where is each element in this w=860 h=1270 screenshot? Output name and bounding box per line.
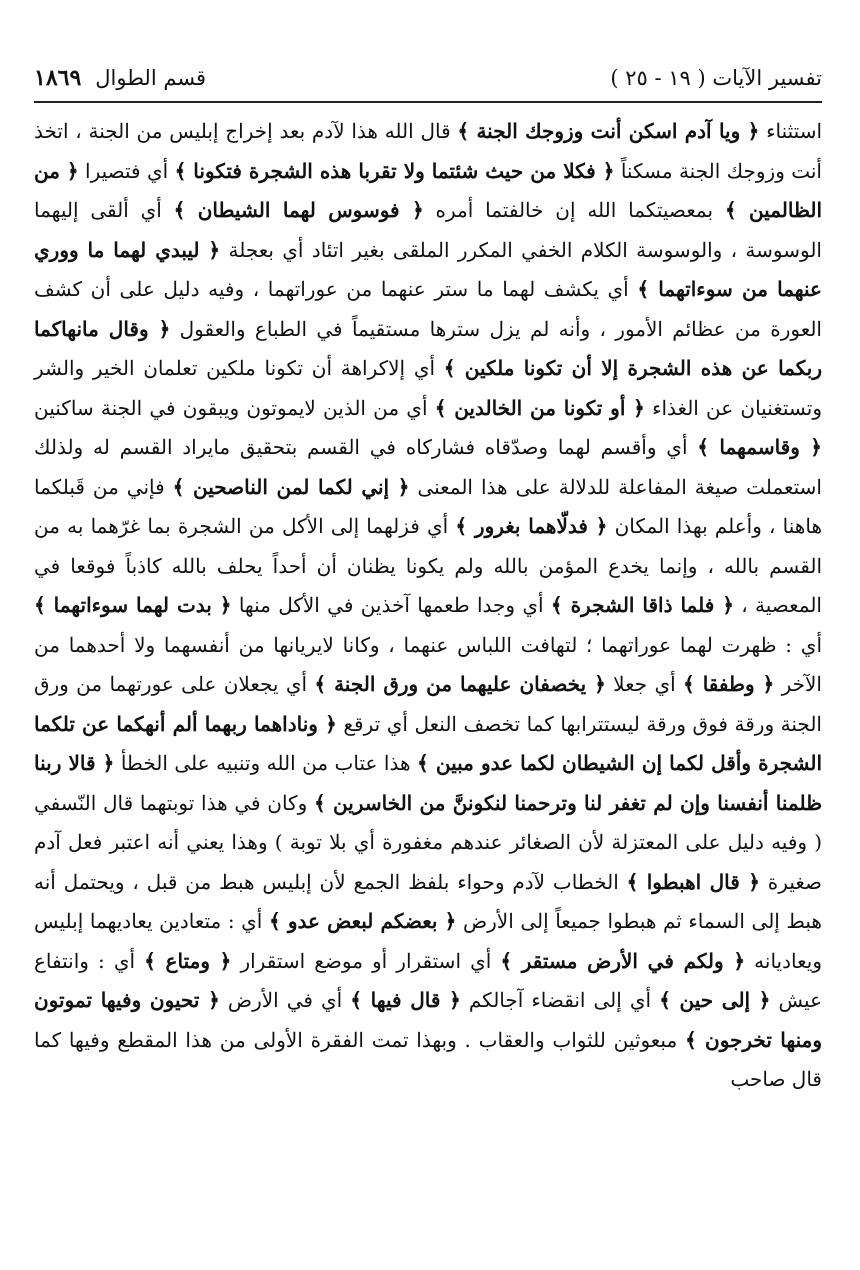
commentary-text: قال الله هذا لآدم بعد إخراج إبليس من الجنة ، اتخذ أنت وزوجك الجنة مسكناً [34, 119, 822, 183]
quran-verse: ﴿ وقال مانهاكما ربكما عن هذه الشجرة إلا أن تكونا ملكين ﴾ [34, 316, 822, 380]
page-header [34, 58, 822, 98]
commentary-text: أي يكشف لهما ما ستر عنهما من عوراتهما ، وفيه دليل على أن كشف العورة من عظائم الأمور ، وأنه لم يزل سترها مستقيماً في الطباع والعقول [34, 277, 822, 341]
quran-verse: ﴿ بعضكم لبعض عدو ﴾ [268, 909, 457, 933]
commentary-text: أي يجعلان على عورتهما من ورق الجنة ورقة فوق ورقة ليستترابها كما تخصف النعل أي ترقع [34, 672, 822, 736]
quran-verse: ﴿ قال اهبطوا ﴾ [626, 869, 760, 894]
commentary-text: استثناء [759, 119, 823, 143]
header-rule [34, 101, 822, 103]
quran-verse: ﴿ أو تكونا من الخالدين ﴾ [434, 395, 645, 420]
commentary-text: أي فزلهما إلى الأكل من الشجرة بما غرّهما به من القسم بالله ، وإنما يخدع المؤمن بالله ولم يكونا يظنان أن أحداً يحلف بالله كاذباً فوقعا في المعصية ، [34, 514, 822, 617]
commentary-text: أي في الأرض [219, 988, 351, 1012]
commentary-text: أي ألقى إليهما الوسوسة ، والوسوسة الكلام الخفي المكرر الملقى بغير اتئاد أي بعجلة [34, 198, 822, 262]
commentary-text: أي : ظهرت لهما عوراتهما ؛ لتهافت اللباس عنهما ، وكانا لايريانها من أنفسهما ولا أحدهما من الآخر [34, 632, 822, 696]
section-title: تفسير الآيات ( ١٩ - ٢٥ ) [610, 66, 822, 90]
commentary-text: أي استقرار أو موضع استقرار [231, 948, 501, 973]
quran-verse: ﴿ إني لكما لمن الناصحين ﴾ [172, 474, 410, 499]
quran-verse: ﴿ قال فيها ﴾ [350, 988, 461, 1012]
quran-verse: ﴿ فدلّاهما بغرور ﴾ [455, 514, 608, 538]
commentary-text: أي جعلا [605, 672, 684, 696]
commentary-text: أي وجدا طعمها آخذين في الأكل منها [231, 593, 551, 617]
commentary-text: بمعصيتكما الله إن خالفتما أمره [423, 198, 725, 222]
quran-verse: ﴿ فكلا من حيث شئتما ولا تقربا هذه الشجرة فتكونا ﴾ [174, 158, 615, 183]
commentary-text: أي من الذين لايموتون ويبقون في الجنة ساكنين [34, 395, 435, 420]
header-left [34, 65, 206, 91]
quran-verse: ﴿ بدت لهما سوءاتهما ﴾ [34, 593, 232, 617]
quran-verse: ﴿ يخصفان عليهما من ورق الجنة ﴾ [314, 672, 606, 696]
body-text [34, 112, 822, 1100]
commentary-text: أي فتصيرا [78, 158, 175, 183]
quran-verse: ﴿ فلما ذاقا الشجرة ﴾ [550, 593, 734, 617]
commentary-text: أي إلى انقضاء آجالكم [460, 988, 660, 1012]
quran-verse: ﴿ إلى حين ﴾ [659, 988, 771, 1012]
commentary-text: أي وأقسم لهما وصدّقاه فشاركاه في القسم بتحقيق مايراد القسم له ولذلك استعملت صيغة المفاعلة للدلالة على هذا المعنى [34, 435, 822, 499]
commentary-text: هذا عتاب من الله وتنبيه على الخطأ [114, 751, 418, 775]
quran-verse: ﴿ تحيون وفيها تموتون ومنها تخرجون ﴾ [34, 988, 822, 1052]
commentary-text: فإني من قَبلكما هاهنا ، وأعلم بهذا المكان [34, 474, 822, 538]
commentary-text: أي : متعادين يعاديهما إبليس ويعاديانه [34, 909, 822, 973]
quran-verse: ﴿ قالا ربنا ظلمنا أنفسنا وإن لم تغفر لنا وترحمنا لنكوننَّ من الخاسرين ﴾ [34, 751, 822, 815]
quran-verse: ﴿ ليبدي لهما ما ووري عنهما من سوءاتهما ﴾ [34, 237, 822, 301]
quran-verse: ﴿ من الظالمين ﴾ [34, 158, 823, 222]
commentary-text: أي : وانتفاع عيش [34, 948, 823, 1012]
part-title: قسم الطوال [95, 66, 207, 90]
page-number: ١٨٦٩ [34, 65, 82, 91]
quran-verse: ﴿ وطفقا ﴾ [683, 672, 775, 696]
commentary-text: وكان في هذا توبتهما قال النّسفي ( وفيه دليل على المعتزلة لأن الصغائر عندهم مغفورة أي بلا توبة ) وهذا يعني أنه اعتبر فعل آدم صغيرة [34, 790, 823, 894]
quran-verse: ﴿ ولكم في الأرض مستقر ﴾ [500, 948, 746, 973]
quran-verse: ﴿ ومتاع ﴾ [144, 948, 232, 973]
quran-verse: ﴿ وناداهما ربهما ألم أنهكما عن تلكما الشجرة وأقل لكما إن الشيطان لكما عدو مبين ﴾ [34, 711, 823, 775]
commentary-text: مبعوثين للثواب والعقاب . وبهذا تمت الفقرة الأولى من هذا المقطع وفيها كما قال صاحب [34, 1027, 822, 1091]
commentary-text: أي إلاكراهة أن تكونا ملكين تعلمان الخير والشر وتستغنيان عن الغذاء [34, 356, 822, 420]
commentary-text: الخطاب لآدم وحواء بلفظ الجمع لأن إبليس هبط من قبل ، ويحتمل أنه هبط إلى السماء ثم هبطوا جميعاً إلى الأرض [34, 869, 822, 933]
quran-verse: ﴿ وقاسمهما ﴾ [697, 435, 822, 459]
quran-verse: ﴿ فوسوس لهما الشيطان ﴾ [173, 198, 424, 222]
quran-verse: ﴿ ويا آدم اسكن أنت وزوجك الجنة ﴾ [457, 119, 760, 143]
